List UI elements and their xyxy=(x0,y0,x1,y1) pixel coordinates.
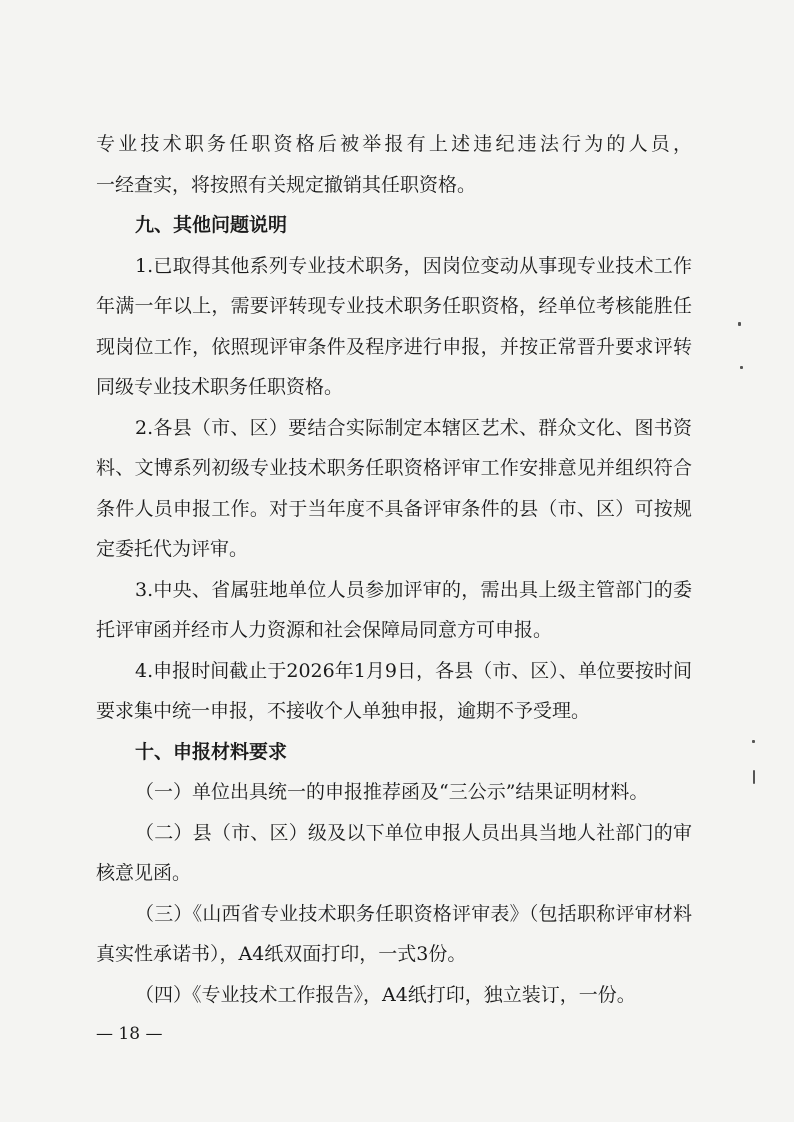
material-item-2: （二）县（市、区）级及以下单位申报人员出具当地人社部门的审核意见函。 xyxy=(96,821,692,884)
section-heading-9: 九、其他问题说明 xyxy=(135,214,288,236)
material-item-3: （三）《山西省专业技术职务任职资格评审表》（包括职称评审材料真实性承诺书），A4纸双面打印，一式3份。 xyxy=(96,902,692,965)
scan-speck xyxy=(753,770,755,784)
paragraph-item-2: 2.各县（市、区）要结合实际制定本辖区艺术、群众文化、图书资料、文博系列初级专业技术职务任职资格评审工作安排意见并组织符合条件人员申报工作。对于当年度不具备评审条件的县（市、区）可按规定委托代为评审。 xyxy=(96,416,692,560)
paragraph-item-1: 1.已取得其他系列专业技术职务，因岗位变动从事现专业技术工作年满一年以上，需要评转现专业技术职务任职资格，经单位考核能胜任现岗位工作，依照现评审条件及程序进行申报，并按正常晋升要求评转同级专业技术职务任职资格。 xyxy=(96,254,692,398)
scan-speck xyxy=(752,740,755,743)
material-item-1: （一）单位出具统一的申报推荐函及“三公示”结果证明材料。 xyxy=(135,781,649,803)
material-item-4: （四）《专业技术工作报告》，A4纸打印，独立装订，一份。 xyxy=(135,983,636,1006)
document-body xyxy=(96,124,692,1015)
paragraph-continuation-2: 一经查实，将按照有关规定撤销其任职资格。 xyxy=(96,173,477,196)
scan-speck xyxy=(740,366,743,369)
section-heading-10: 十、申报材料要求 xyxy=(135,740,288,763)
paragraph-item-3: 3.中央、省属驻地单位人员参加评审的，需出具上级主管部门的委托评审函并经市人力资源和社会保障局同意方可申报。 xyxy=(96,578,692,641)
paragraph-continuation-1: 专业技术职务任职资格后被举报有上述违纪违法行为的人员， xyxy=(96,133,692,155)
paragraph-item-4: 4.申报时间截止于2026年1月9日，各县（市、区）、单位要按时间要求集中统一申报，不接收个人单独申报，逾期不予受理。 xyxy=(96,659,692,722)
page-number: — 18 — xyxy=(96,1024,163,1044)
scan-speck xyxy=(738,322,741,326)
